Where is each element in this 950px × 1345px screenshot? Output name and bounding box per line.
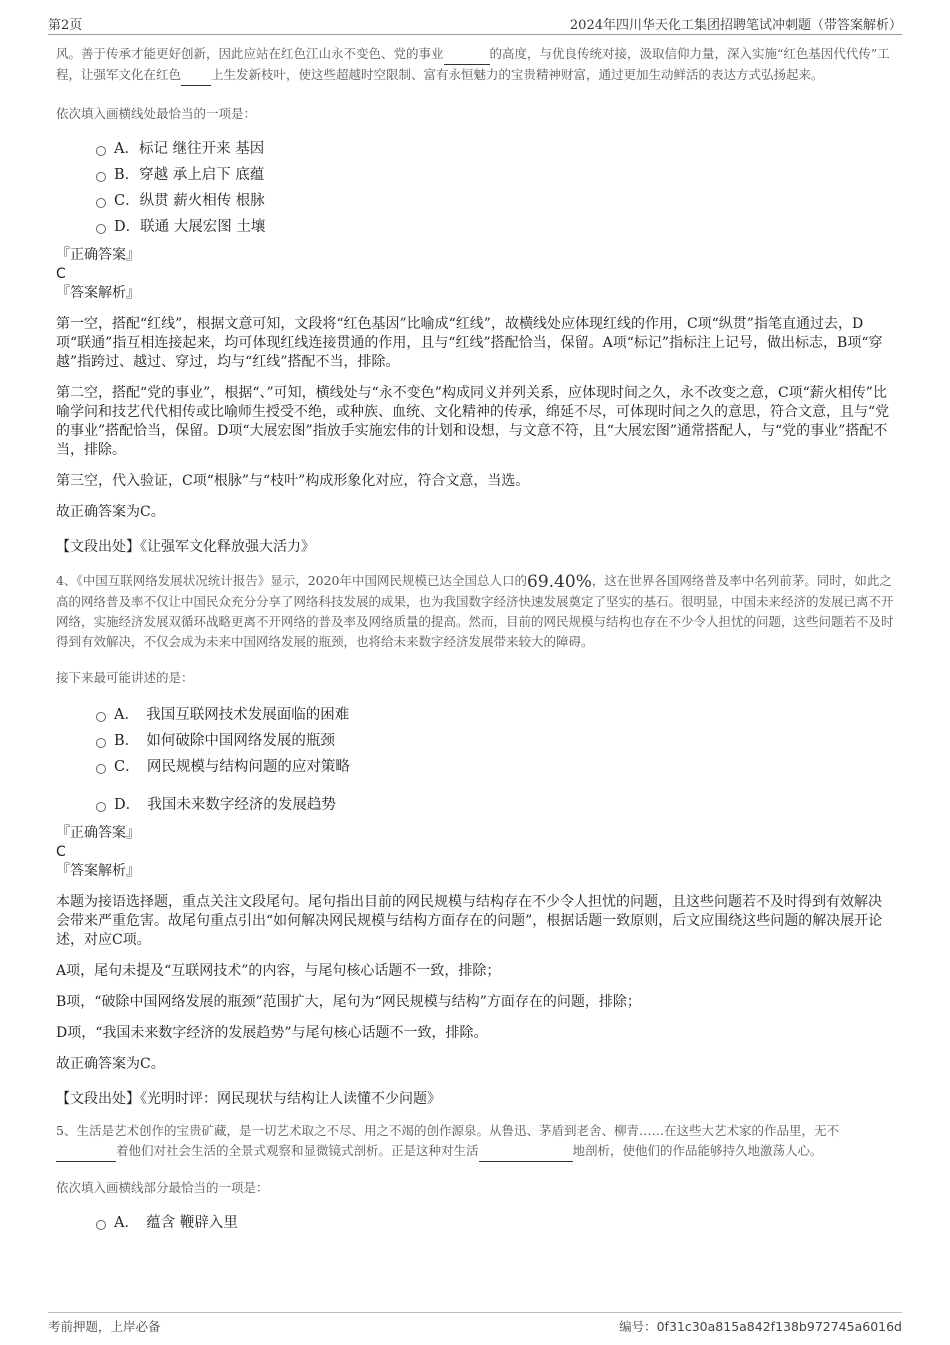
q4-answer: C	[56, 844, 66, 860]
q3-answer-label: 『正确答案』	[56, 247, 140, 263]
q4-answer-label: 『正确答案』	[56, 825, 140, 841]
q4-passage: 4、《中国互联网络发展状况统计报告》显示，2020年中国网民规模已达全国总人口的69.40%，这在世界各国网络普及率中名列前茅。同时，如此之高的网络普及率不仅让中国民众充分分享了网络科技发展的成果，也为我国数字经济快速发展奠定了坚实的基石。很明显，中国未来经济的发展已离不开网络，实施经济发展双循环战略更离不开网络的普及率及网络质量的提高。然而，目前的网民规模与结构也存在不少令人担忧的问题，这些问题若不及时得到有效解决，不仅会成为未来中国网络发展的瓶颈，也将给未来数字经济发展带来较大的障碍。	[56, 572, 894, 649]
q3-option-a[interactable]: A．标记 继往开来 基因	[96, 136, 894, 162]
q3-option-c[interactable]: C．纵贯 薪火相传 根脉	[96, 188, 894, 214]
q5-prompt: 依次填入画横线部分最恰当的一项是：	[56, 1180, 269, 1195]
q4-option-c[interactable]: C． 网民规模与结构问题的应对策略	[96, 754, 894, 780]
q4-percent: 69.40%	[527, 572, 592, 592]
q3-analysis-label: 『答案解析』	[56, 285, 140, 301]
q3-blank-1	[444, 44, 490, 65]
q3-option-d[interactable]: D．联通 大展宏图 土壤	[96, 214, 894, 240]
q5-option-a[interactable]: A． 蕴含 鞭辟入里	[96, 1210, 894, 1236]
radio-icon[interactable]	[96, 172, 106, 182]
q3-blank-3	[181, 65, 211, 86]
q3-option-b[interactable]: B．穿越 承上启下 底蕴	[96, 162, 894, 188]
q5-blank-1	[56, 1141, 116, 1162]
q4-conclusion: 故正确答案为C。	[56, 1056, 165, 1072]
q4-analysis-1: 本题为接语选择题，重点关注文段尾句。尾句指出目前的网民规模与结构存在不少令人担忧的问题，且这些问题若不及时得到有效解决会带来严重危害。故尾句重点引出“如何解决网民规模与结构方面存在的问题”，根据话题一致原则，后文应围绕这些问题的解决展开论述，对应C项。	[56, 894, 883, 948]
q3-analysis-3: 第三空，代入验证，C项“根脉”与“枝叶”构成形象化对应，符合文意，当选。	[56, 473, 530, 489]
q4-option-d[interactable]: D． 我国未来数字经济的发展趋势	[96, 792, 894, 818]
radio-icon[interactable]	[96, 1220, 106, 1230]
radio-icon[interactable]	[96, 764, 106, 774]
q4-option-a[interactable]: A． 我国互联网技术发展面临的困难	[96, 702, 894, 728]
q5-options	[96, 1210, 894, 1236]
radio-icon[interactable]	[96, 802, 106, 812]
q3-prompt: 依次填入画横线处最恰当的一项是：	[56, 106, 257, 121]
page-footer	[48, 1312, 902, 1335]
q4-options	[96, 702, 894, 818]
document-title: 2024年四川华天化工集团招聘笔试冲刺题（带答案解析）	[569, 18, 902, 33]
q3-options	[96, 136, 894, 240]
page-header	[48, 14, 902, 35]
radio-icon[interactable]	[96, 198, 106, 208]
q5-blank-2	[479, 1141, 573, 1162]
radio-icon[interactable]	[96, 146, 106, 156]
q3-analysis-1: 第一空，搭配“红线”，根据文意可知，文段将“红色基因”比喻成“红线”，故横线处应体现红线的作用，C项“纵贯”指笔直通过去，D项“联通”指互相连接起来，均可体现红线连接贯通的作用，且与“红线”搭配恰当，保留。A项“标记”指标注上记号，做出标志，B项“穿越”指跨过、越过、穿过，均与“红线”搭配不当，排除。	[56, 316, 883, 370]
q4-option-b[interactable]: B． 如何破除中国网络发展的瓶颈	[96, 728, 894, 754]
radio-icon[interactable]	[96, 712, 106, 722]
q4-analysis-a: A项，尾句未提及“互联网技术”的内容，与尾句核心话题不一致，排除；	[56, 963, 501, 979]
q5-passage: 5、生活是艺术创作的宝贵矿藏，是一切艺术取之不尽、用之不竭的创作源泉。从鲁迅、茅盾到老舍、柳青……在这些大艺术家的作品里，无不着他们对社会生活的全景式观察和显微镜式剖析。正是这种对生活 地剖析，使他们的作品能够持久地激荡人心。	[56, 1121, 894, 1162]
document-body	[56, 40, 894, 1236]
q3-conclusion: 故正确答案为C。	[56, 504, 165, 520]
q3-answer: C	[56, 266, 66, 282]
radio-icon[interactable]	[96, 224, 106, 234]
q4-source: 【文段出处】《光明时评：网民现状与结构让人读懂不少问题》	[56, 1091, 441, 1107]
footer-slogan: 考前押题，上岸必备	[48, 1319, 161, 1334]
q3-source: 【文段出处】《让强军文化释放强大活力》	[56, 539, 315, 555]
q4-prompt: 接下来最可能讲述的是：	[56, 670, 194, 685]
q3-passage: 风。善于传承才能更好创新，因此应站在红色江山永不变色、党的事业 的高度，与优良传统对接，汲取信仰力量，深入实施“红色基因代代传”工程，让强军文化在红色 上生发新枝叶，使这些超越时空限制、富有永恒魅力的宝贵精神财富，通过更加生动鲜活的表达方式弘扬起来。	[56, 44, 894, 86]
page-number: 第2页	[48, 18, 83, 33]
q4-analysis-b: B项，“破除中国网络发展的瓶颈”范围扩大，尾句为“网民规模与结构”方面存在的问题，排除；	[56, 994, 641, 1010]
radio-icon[interactable]	[96, 738, 106, 748]
q4-analysis-d: D项，“我国未来数字经济的发展趋势”与尾句核心话题不一致，排除。	[56, 1025, 488, 1041]
document-serial: 编号：0f31c30a815a842f138b972745a6016d	[619, 1319, 902, 1334]
q3-analysis-2: 第二空，搭配“党的事业”，根据“、”可知，横线处与“永不变色”构成同义并列关系，应体现时间之久，永不改变之意，C项“薪火相传”比喻学问和技艺代代相传或比喻师生授受不绝，或种族、血统、文化精神的传承，绵延不尽，可体现时间之久的意思，符合文意，且与“党的事业”搭配恰当，保留。D项“大展宏图”指放手实施宏伟的计划和设想，与文意不符，且“大展宏图”通常搭配人，与“党的事业”搭配不当，排除。	[56, 385, 890, 458]
q4-analysis-label: 『答案解析』	[56, 863, 140, 879]
